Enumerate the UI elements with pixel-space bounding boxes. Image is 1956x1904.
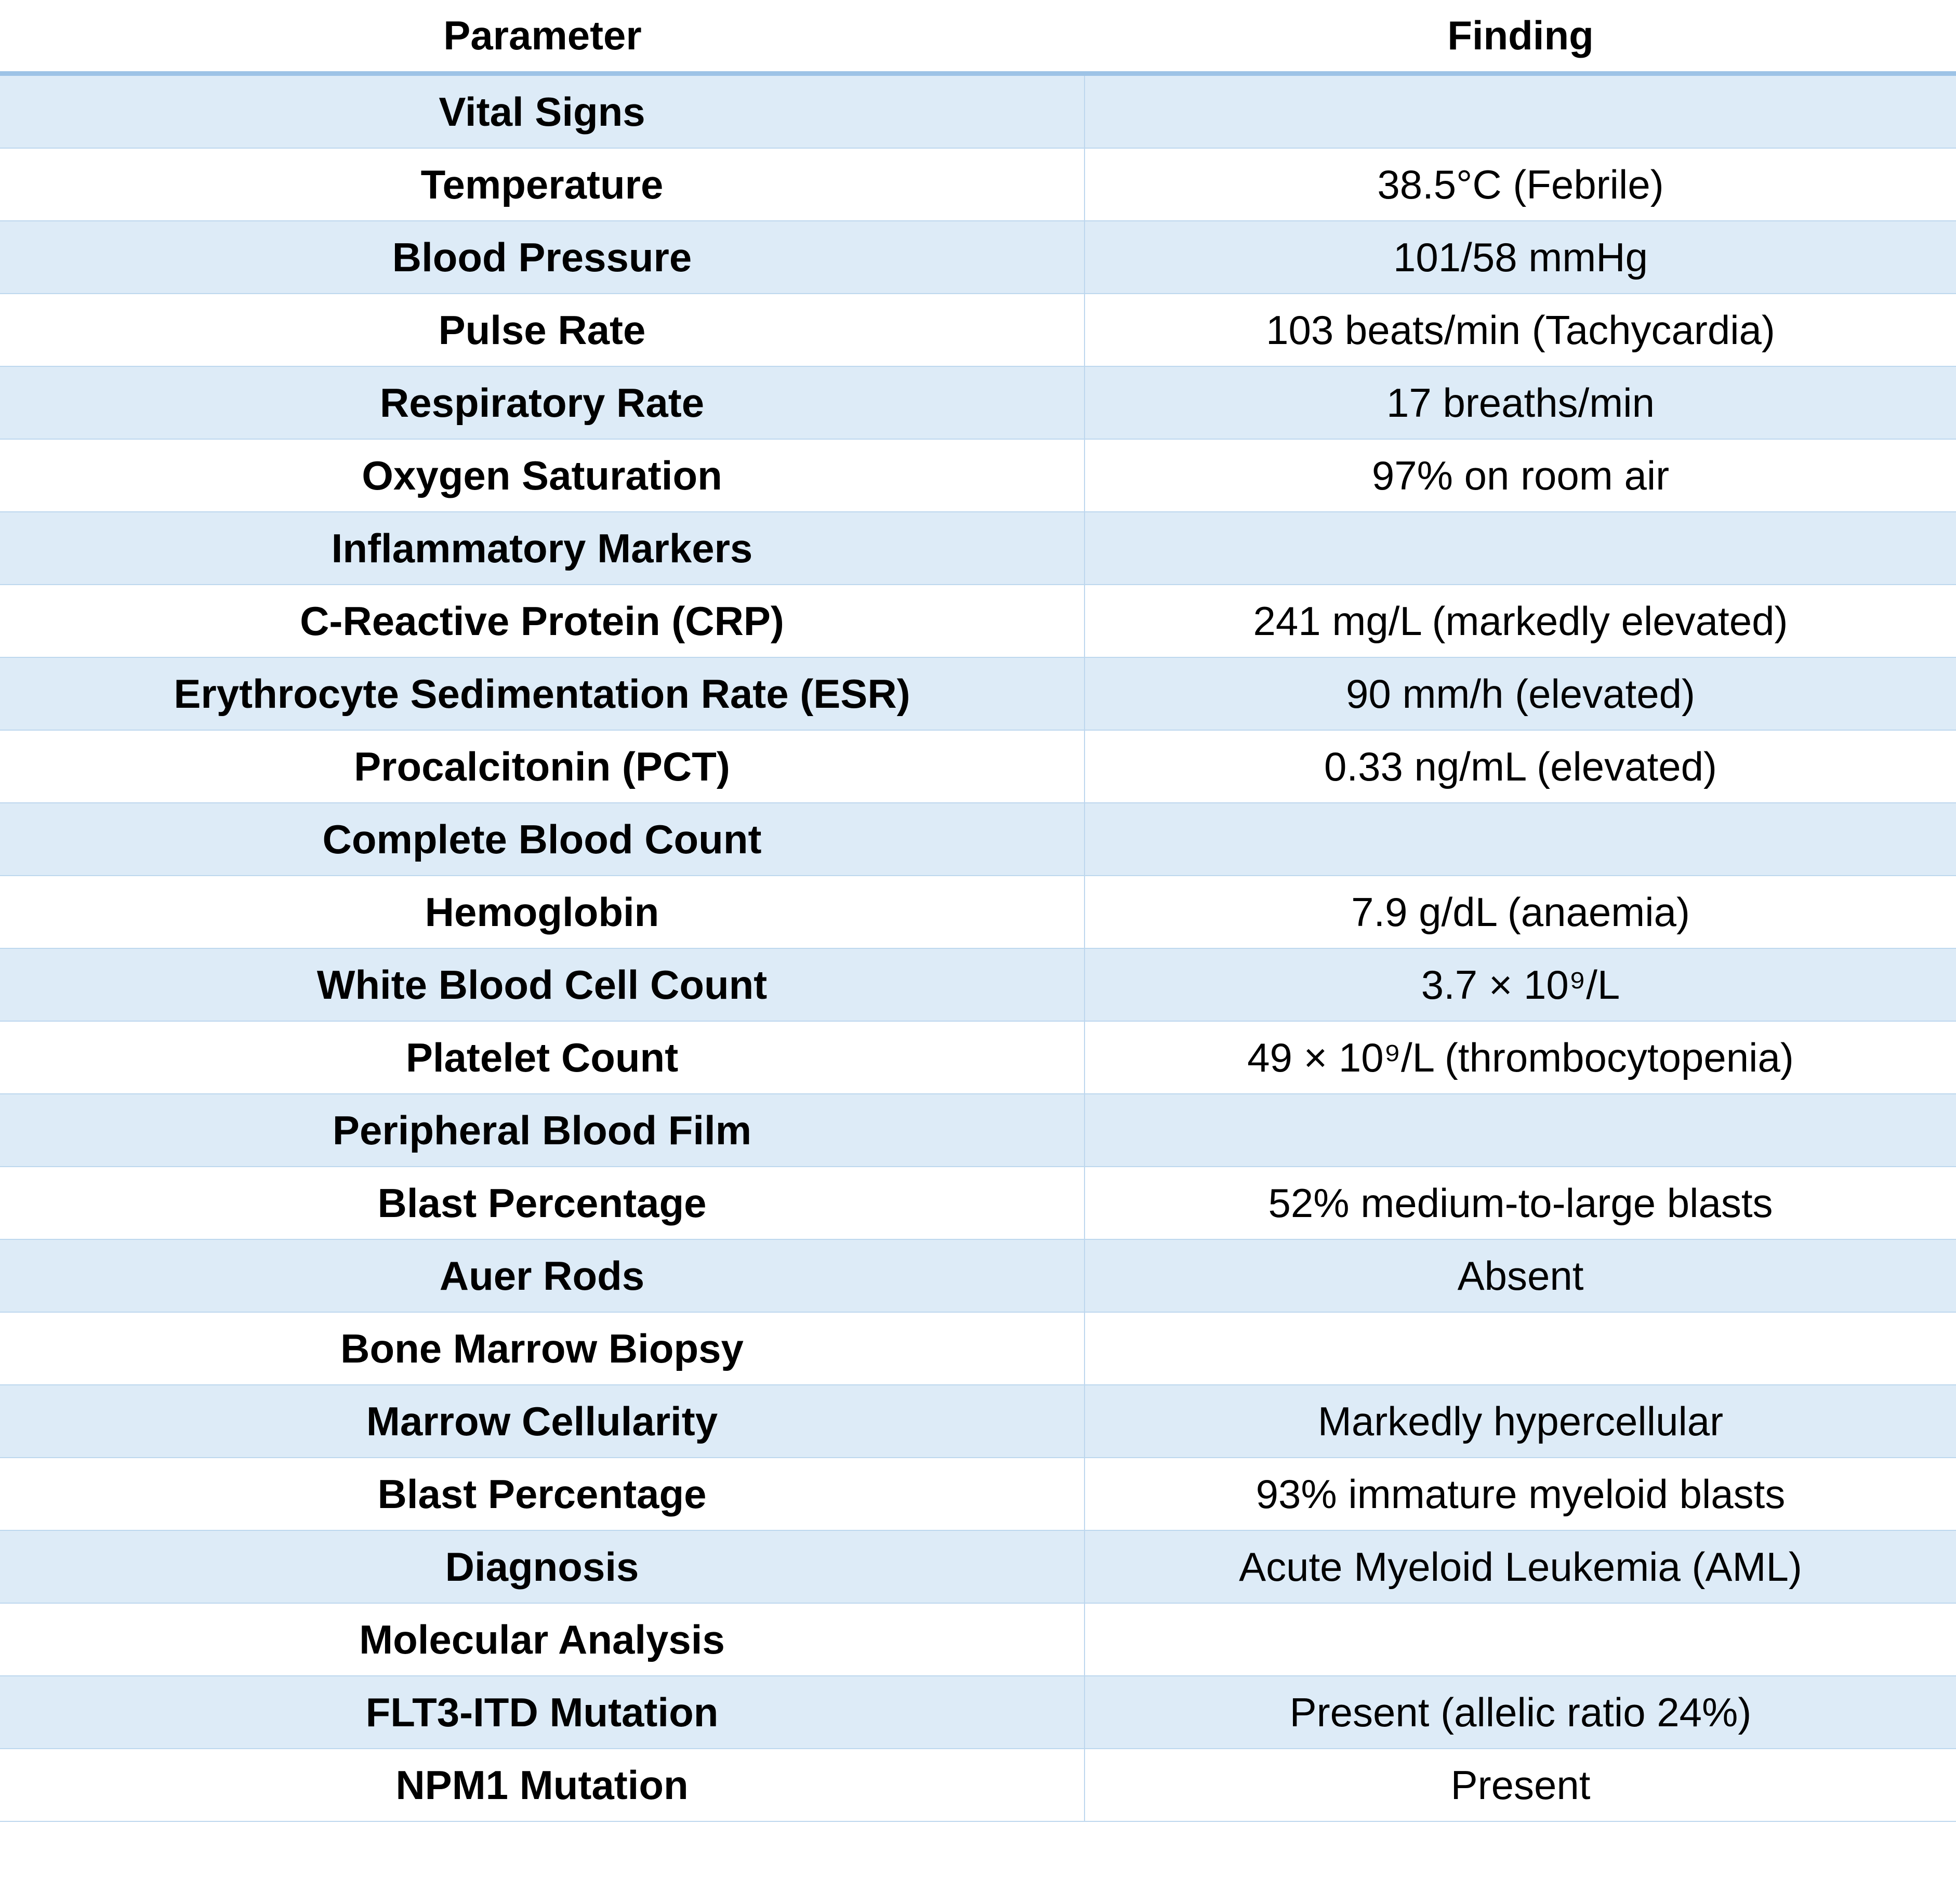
finding-cell: 17 breaths/min: [1386, 379, 1655, 426]
finding-cell: 101/58 mmHg: [1393, 234, 1648, 280]
parameter-cell: NPM1 Mutation: [0, 1749, 1085, 1821]
header-parameter: Parameter: [443, 12, 642, 58]
table-row: [0, 1385, 1956, 1458]
parameter-cell: Marrow Cellularity: [0, 1385, 1085, 1457]
table-row: [0, 76, 1956, 149]
table-row: [0, 1604, 1956, 1676]
parameter-cell: Hemoglobin: [0, 876, 1085, 948]
finding-cell: Markedly hypercellular: [1317, 1398, 1724, 1444]
finding-cell: Acute Myeloid Leukemia (AML): [1239, 1543, 1802, 1590]
parameter-cell: Blood Pressure: [0, 221, 1085, 293]
table-row: [0, 876, 1956, 949]
table-row: [0, 1531, 1956, 1604]
table-header: [0, 0, 1956, 76]
table-row: [0, 1240, 1956, 1313]
finding-cell: Present: [1450, 1762, 1591, 1808]
parameter-cell: C-Reactive Protein (CRP): [0, 585, 1085, 657]
table-row: [0, 1458, 1956, 1531]
table-row: [0, 1676, 1956, 1749]
table-row: [0, 1022, 1956, 1094]
parameter-cell: Temperature: [0, 149, 1085, 220]
table-row: [0, 512, 1956, 585]
table-row: [0, 1313, 1956, 1385]
finding-cell: [1085, 1604, 1956, 1675]
table-row: [0, 731, 1956, 803]
finding-cell: [1085, 1094, 1956, 1166]
parameter-cell: Blast Percentage: [0, 1167, 1085, 1239]
parameter-cell: White Blood Cell Count: [0, 949, 1085, 1021]
parameter-cell: Platelet Count: [0, 1022, 1085, 1093]
finding-cell: 0.33 ng/mL (elevated): [1324, 743, 1717, 789]
parameter-cell: FLT3-ITD Mutation: [0, 1676, 1085, 1748]
table-row: [0, 440, 1956, 512]
finding-cell: [1085, 1313, 1956, 1384]
finding-cell: 3.7 × 10⁹/L: [1421, 961, 1620, 1008]
finding-cell: 241 mg/L (markedly elevated): [1253, 598, 1788, 644]
table-row: [0, 1749, 1956, 1822]
finding-cell: 7.9 g/dL (anaemia): [1351, 889, 1690, 935]
table-row: [0, 658, 1956, 731]
finding-cell: 93% immature myeloid blasts: [1255, 1471, 1786, 1517]
finding-cell: 52% medium-to-large blasts: [1268, 1180, 1773, 1226]
table-row: [0, 949, 1956, 1022]
finding-cell: [1085, 512, 1956, 584]
parameter-cell: Molecular Analysis: [0, 1604, 1085, 1675]
header-finding: Finding: [1447, 12, 1594, 58]
parameter-cell: Inflammatory Markers: [0, 512, 1085, 584]
finding-cell: [1085, 803, 1956, 875]
finding-cell: 97% on room air: [1371, 452, 1670, 498]
table-row: [0, 149, 1956, 221]
table-row: [0, 585, 1956, 658]
table-row: [0, 294, 1956, 367]
parameter-cell: Oxygen Saturation: [0, 440, 1085, 511]
table-body: [0, 76, 1956, 1822]
parameter-cell: Peripheral Blood Film: [0, 1094, 1085, 1166]
finding-cell: [1085, 76, 1956, 148]
table-row: [0, 803, 1956, 876]
parameter-cell: Complete Blood Count: [0, 803, 1085, 875]
finding-cell: 90 mm/h (elevated): [1346, 670, 1695, 717]
parameter-cell: Pulse Rate: [0, 294, 1085, 366]
parameter-cell: Auer Rods: [0, 1240, 1085, 1312]
parameter-cell: Erythrocyte Sedimentation Rate (ESR): [0, 658, 1085, 730]
table-row: [0, 221, 1956, 294]
table-row: [0, 1094, 1956, 1167]
finding-cell: 103 beats/min (Tachycardia): [1266, 307, 1775, 353]
parameter-cell: Blast Percentage: [0, 1458, 1085, 1530]
finding-cell: Absent: [1457, 1252, 1584, 1299]
parameter-cell: Procalcitonin (PCT): [0, 731, 1085, 802]
finding-cell: 49 × 10⁹/L (thrombocytopenia): [1247, 1034, 1794, 1080]
finding-cell: Present (allelic ratio 24%): [1289, 1689, 1752, 1735]
table-row: [0, 367, 1956, 440]
parameter-cell: Respiratory Rate: [0, 367, 1085, 439]
table-row: [0, 1167, 1956, 1240]
parameter-cell: Diagnosis: [0, 1531, 1085, 1603]
parameter-cell: Vital Signs: [0, 76, 1085, 148]
finding-cell: 38.5°C (Febrile): [1377, 161, 1664, 207]
parameter-cell: Bone Marrow Biopsy: [0, 1313, 1085, 1384]
